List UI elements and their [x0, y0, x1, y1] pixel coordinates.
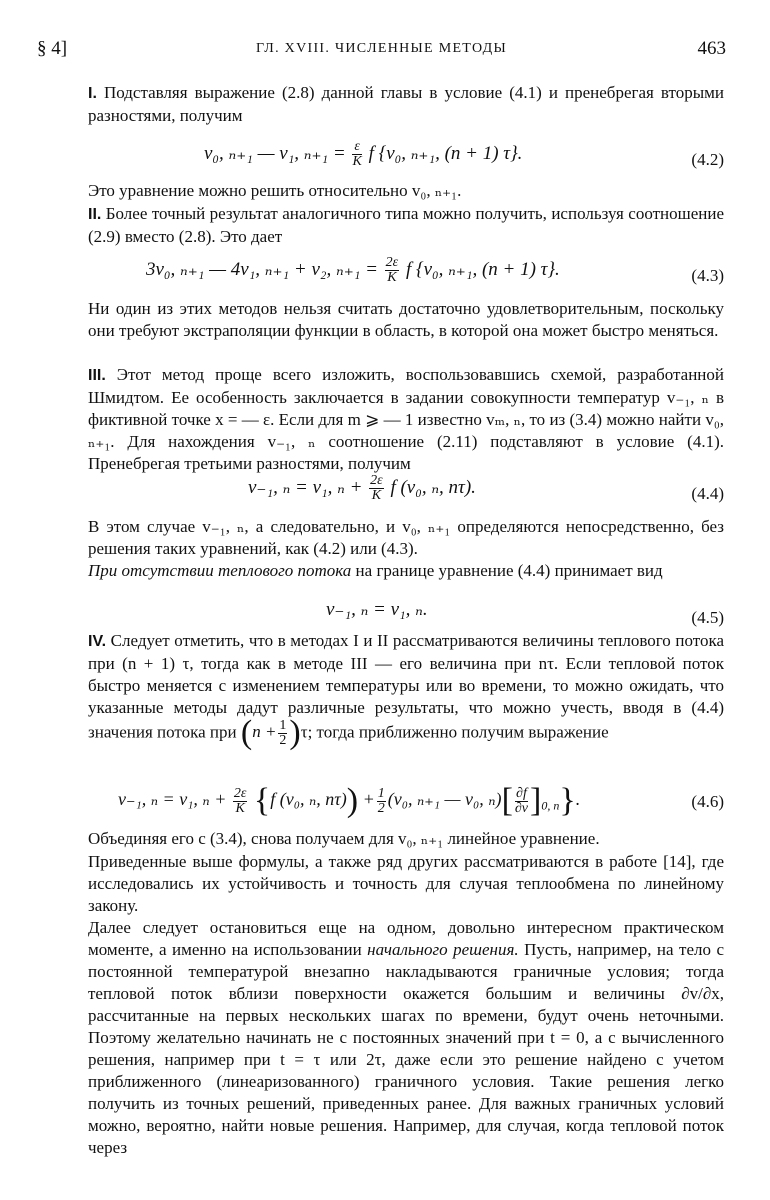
paragraph-text: Далее следует остановиться еще на одном, довольно интересном практическом моменте, а именно на использовании — [88, 918, 724, 959]
fraction-half: $\frac{1}{2}$ — [279, 718, 287, 748]
paragraph-method-4 — [88, 630, 724, 752]
method-marker: I. — [88, 85, 97, 102]
equation-body: v₋₁, ₙ = v₁, ₙ. — [326, 599, 428, 620]
equation-body: v₋₁, ₙ = v₁, ₙ + $\frac{2\varepsilon}{K}$ f (v₀, ₙ, nτ). — [248, 473, 476, 503]
equation-4-6 — [88, 780, 724, 830]
italic-phrase: начального решения. — [367, 940, 519, 959]
paragraph-method-3 — [88, 364, 724, 475]
fraction: $\frac{2\varepsilon}{K}$ — [233, 785, 247, 816]
equation-body: v₋₁, ₙ = v₁, ₙ + $\frac{2\varepsilon}{K}$ {f (v₀, ₙ, nτ)) + $\frac{1}{2}$ (v₀, ₙ₊₁ — v₀, ₙ)[ $\frac{\partial f}{\partial v}$ ]$_{0, n}$}. — [118, 782, 581, 819]
fraction: $\frac{2\varepsilon}{K}$ — [385, 255, 399, 285]
paragraph-initial-solution — [88, 917, 724, 1159]
paragraph-text-continued: Пусть, например, на тело с постоянной температурой внезапно накладываются граничные условия; тогда тепловой поток вблизи поверхности окажется большим и величины ∂v/∂x, рассчитанные на первых нескольких шагах по времени, будут очень неточными. Поэтому желательно начинать не с постоянных значений при t = 0, а с вычисленного решения, например при t = τ или 2τ, даже если это решение найдено с учетом приближенного (линеаризованного) граничного условия. Такие решения легко получить из точных решений, приведенных ранее. Для важных граничных условий можно, вероятно, найти новые решения. Например, для случая, когда тепловой поток через — [88, 940, 724, 1157]
paragraph-text: Это уравнение можно решить относительно v₀, ₙ₊₁. — [88, 181, 462, 200]
equation-4-2 — [88, 140, 724, 180]
equation-number: (4.6) — [691, 792, 724, 811]
equation-number: (4.2) — [691, 150, 724, 169]
paragraph-text: Приведенные выше формулы, а также ряд других рассматриваются в работе [14], где исследовались их устойчивость и точность для случая теплообмена по линейному закону. — [88, 852, 724, 915]
paragraph-text: Этот метод проще всего изложить, воспользовавшись схемой, разработанной Шмидтом. Ее особенность заключается в задании совокупности температур v₋₁, ₙ в фиктивной точке x = — ε. Если для m ⩾ — 1 известно vₘ, ₙ, то из (3.4) можно найти v₀, ₙ₊₁. Для нахождения v₋₁, ₙ соотношение (2.11) подставляют в условие (4.1). Пренебрегая третьими разностями, получим — [88, 365, 724, 473]
equation-4-3 — [88, 256, 724, 296]
paragraph-text: Следует отметить, что в методах I и II рассматриваются величины теплового потока при (n + 1) τ, тогда как в методе III — его величина при nτ. Если тепловой поток быстро меняется с изменением температуры или во времени, то можно ожидать, что указанные методы дадут различные результаты, что можно учесть, вводя в (4.4) значения потока при — [88, 631, 724, 742]
running-header — [37, 38, 726, 66]
paragraph-text: Более точный результат аналогичного типа можно получить, используя соотношение (2.9) вместо (2.8). Это дает — [88, 204, 724, 246]
method-marker: IV. — [88, 633, 107, 650]
equation-4-4 — [88, 474, 724, 514]
paragraph-reference — [88, 851, 724, 917]
paragraph-text: Подставляя выражение (2.8) данной главы в условие (4.1) и пренебрегая вторыми разностями, получим — [88, 83, 724, 125]
paragraph-direct-determination — [88, 516, 724, 560]
paragraph-text: на границе уравнение (4.4) принимает вид — [351, 561, 663, 580]
fraction: $\frac{2\varepsilon}{K}$ — [370, 473, 383, 503]
paragraph-text: В этом случае v₋₁, ₙ, а следовательно, и v₀, ₙ₊₁ определяются непосредственно, без решения таких уравнений, как (4.2) или (4.3). — [88, 517, 724, 558]
method-marker: II. — [88, 206, 102, 223]
equation-number: (4.3) — [691, 266, 724, 285]
fraction-half: $\frac{1}{2}$ — [377, 785, 385, 816]
paragraph-solve — [88, 180, 724, 202]
fraction: $\frac{\varepsilon}{K}$ — [352, 139, 362, 169]
flux-time-expression: (n + $\frac{1}{2}$ ) — [240, 714, 301, 752]
paragraph-text: Ни один из этих методов нельзя считать достаточно удовлетворительным, поскольку они требуют экстраполяции функции в область, в которой она может быстро меняться. — [88, 299, 724, 340]
paragraph-method-2 — [88, 203, 724, 248]
paragraph-unsatisfactory — [88, 298, 724, 342]
equation-body: v₀, ₙ₊₁ — v₁, ₙ₊₁ = $\frac{\varepsilon}{K}$ f {v₀, ₙ₊₁, (n + 1) τ}. — [204, 139, 523, 169]
section-marker: § 4] — [37, 38, 68, 59]
italic-phrase: При отсутствии теплового потока — [88, 561, 352, 580]
equation-number: (4.5) — [691, 608, 724, 627]
paragraph-no-flux — [88, 560, 724, 582]
partial-derivative: $\frac{\partial f}{\partial v}$ — [514, 785, 529, 816]
equation-body: 3v₀, ₙ₊₁ — 4v₁, ₙ₊₁ + v₂, ₙ₊₁ = $\frac{2\varepsilon}{K}$ f {v₀, ₙ₊₁, (n + 1) τ}. — [146, 255, 560, 285]
method-marker: III. — [88, 367, 106, 384]
paragraph-method-1 — [88, 82, 724, 127]
equation-number: (4.4) — [691, 484, 724, 503]
paragraph-text-continued: τ; тогда приближенно получим выражение — [300, 722, 609, 742]
page-number: 463 — [697, 38, 726, 59]
chapter-title: ГЛ. XVIII. ЧИСЛЕННЫЕ МЕТОДЫ — [255, 41, 508, 56]
paragraph-combine — [88, 828, 724, 850]
paragraph-text: Объединяя его с (3.4), снова получаем для v₀, ₙ₊₁ линейное уравнение. — [88, 829, 600, 848]
